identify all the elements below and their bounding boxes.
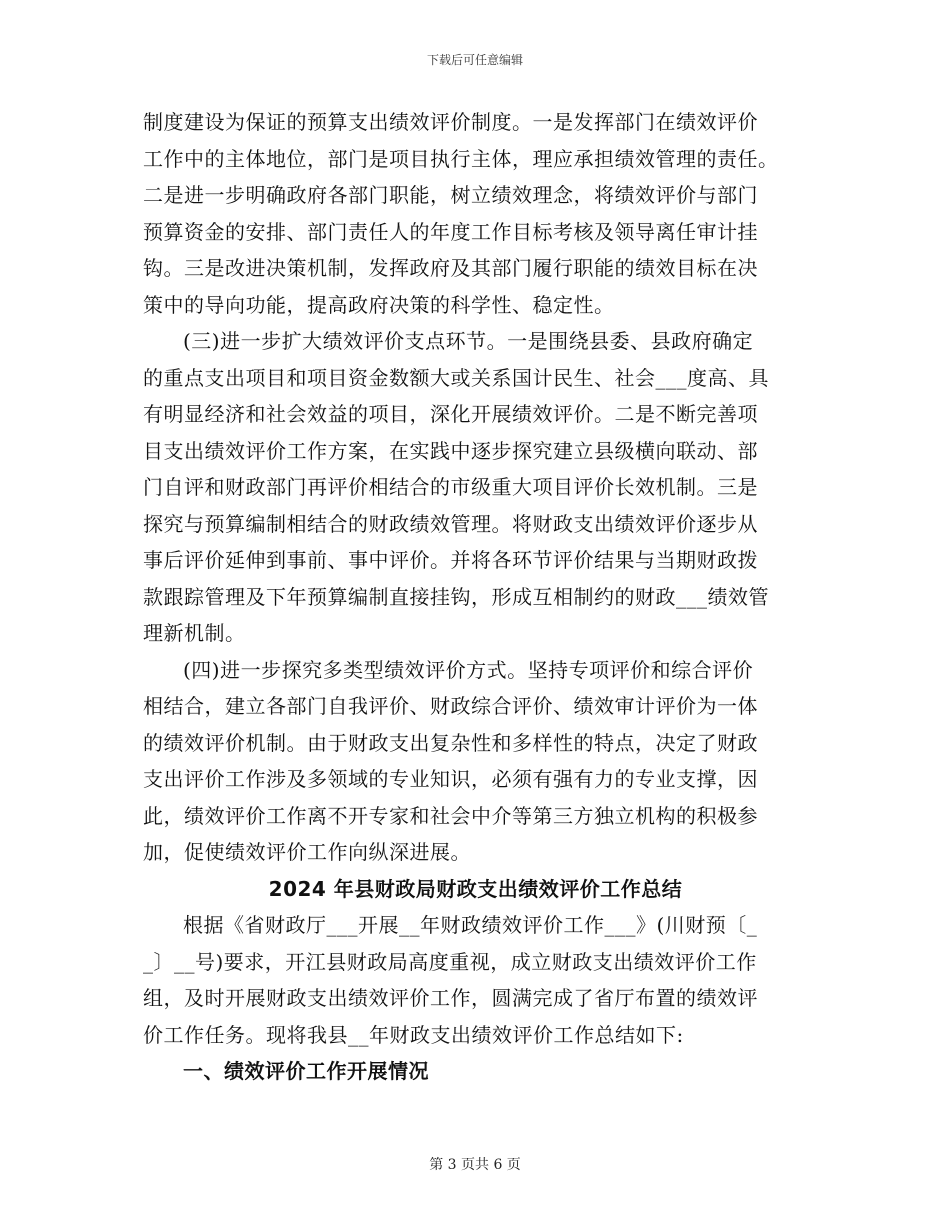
text-line: (四)进一步探究多类型绩效评价方式。坚持专项评价和综合评价: [183, 657, 754, 682]
text-line: 钩。三是改进决策机制，发挥政府及其部门履行职能的绩效目标在决: [143, 256, 758, 280]
text-line: 的绩效评价机制。由于财政支出复杂性和多样性的特点，决定了财政: [143, 730, 758, 755]
page-header: 下载后可任意编辑: [426, 53, 523, 67]
paragraph-2: [143, 323, 808, 652]
text-line: 款跟踪管理及下年预算编制直接挂钩，形成互相制约的财政___绩效管: [143, 584, 769, 609]
text-line: (三)进一步扩大绩效评价支点环节。一是围绕县委、县政府确定: [183, 329, 754, 353]
text-line: 探究与预算编制相结合的财政绩效管理。将财政支出绩效评价逐步从: [143, 511, 758, 536]
text-line: 组，及时开展财政支出绩效评价工作，圆满完成了省厅布置的绩效评: [143, 986, 758, 1010]
text-line: 目支出绩效评价工作方案，在实践中逐步探究建立县级横向联动、部: [143, 438, 758, 463]
text-line: 支出评价工作涉及多领域的专业知识，必须有强有力的专业支撑，因: [143, 767, 758, 791]
text-line: 有明显经济和社会效益的项目，深化开展绩效评价。二是不断完善项: [143, 402, 758, 426]
text-line: _〕__号)要求，开江县财政局高度重视，成立财政支出绩效评价工作: [143, 949, 757, 974]
page-footer: 第 3 页共 6 页: [429, 1157, 521, 1173]
text-line: 根据《省财政厅___开展__年财政绩效评价工作___》(川财预〔_: [183, 913, 758, 937]
text-line: 加，促使绩效评价工作向纵深进展。: [143, 840, 471, 864]
text-line: 的重点支出项目和项目资金数额大或关系国计民生、社会___度高、具: [143, 365, 769, 390]
text-line: 门自评和财政部门再评价相结合的市级重大项目评价长效机制。三是: [143, 475, 758, 499]
text-line: 制度建设为保证的预算支出绩效评价制度。一是发挥部门在绩效评价: [143, 110, 758, 134]
text-line: 价工作任务。现将我县__年财政支出绩效评价工作总结如下:: [143, 1022, 684, 1047]
paragraph-4: [143, 907, 808, 1053]
text-line: 工作中的主体地位，部门是项目执行主体，理应承担绩效管理的责任。: [143, 146, 779, 171]
text-line: 预算资金的安排、部门责任人的年度工作目标考核及领导离任审计挂: [143, 219, 758, 244]
text-line: 理新机制。: [143, 621, 246, 645]
text-line: 相结合，建立各部门自我评价、财政综合评价、绩效审计评价为一体: [143, 694, 758, 718]
heading-1: 一、绩效评价工作开展情况: [183, 1059, 429, 1083]
text-line: 此，绩效评价工作离不开专家和社会中介等第三方独立机构的积极参: [143, 803, 758, 828]
section-title: 2024 年县财政局财政支出绩效评价工作总结: [268, 876, 683, 901]
text-line: 策中的导向功能，提高政府决策的科学性、稳定性。: [143, 292, 615, 317]
text-line: 事后评价延伸到事前、事中评价。并将各环节评价结果与当期财政拨: [143, 548, 758, 572]
paragraph-3: [143, 652, 808, 871]
text-line: 二是进一步明确政府各部门职能，树立绩效理念，将绩效评价与部门: [143, 183, 758, 207]
document-body: [143, 104, 808, 1090]
paragraph-1: [143, 104, 808, 323]
